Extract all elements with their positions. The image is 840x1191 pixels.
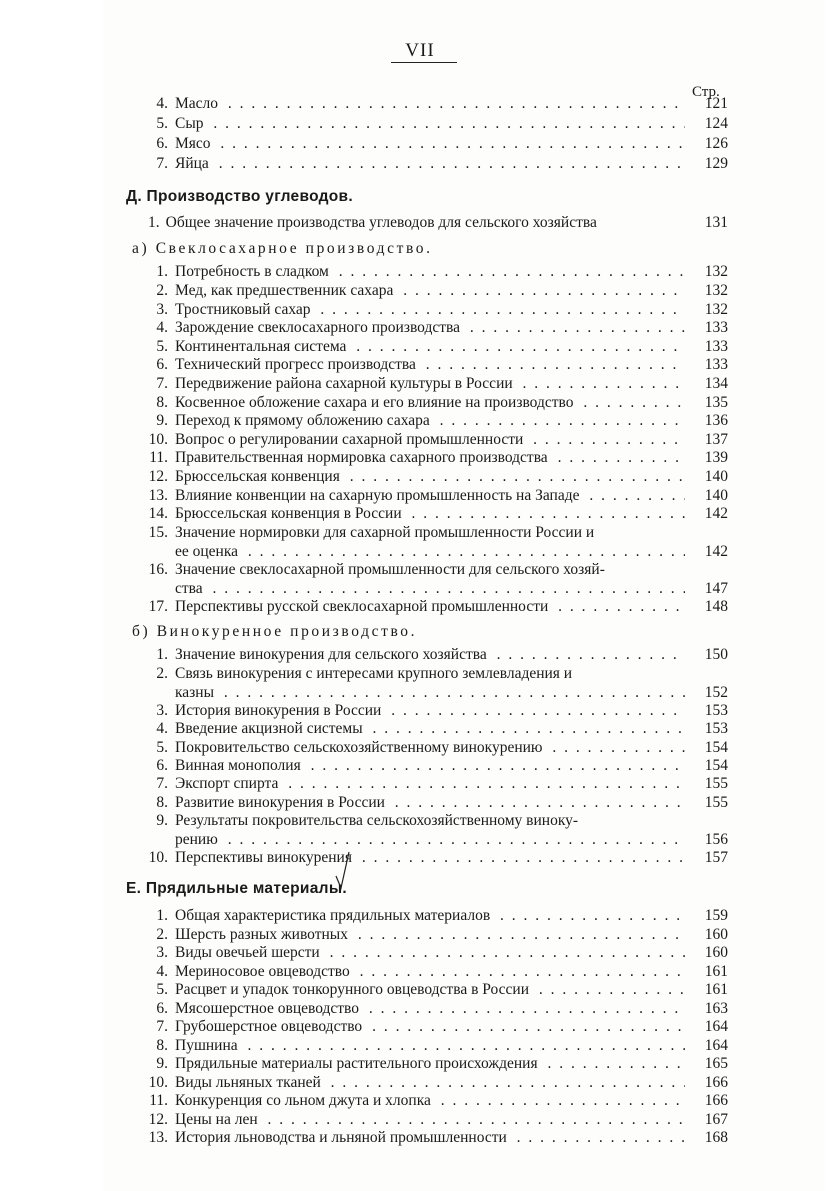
entry-number: 10.	[148, 849, 168, 866]
entry-title-text: Континентальная система	[175, 338, 347, 355]
entry-page: 164	[704, 1037, 728, 1054]
toc-entry	[0, 774, 840, 793]
toc-entry	[0, 645, 840, 664]
subsection-heading-b: б) Винокуренное производство.	[132, 623, 418, 640]
entry-number: 8.	[156, 794, 168, 811]
entry-title	[175, 848, 685, 867]
entry-number: 12.	[148, 468, 168, 485]
entry-page: 163	[704, 1000, 728, 1017]
toc-entry	[0, 154, 840, 173]
entry-title-continuation-text: рению	[175, 831, 218, 848]
entry-number: 11.	[149, 449, 168, 466]
entry-title-text: Прядильные материалы растительного происхождения	[175, 1055, 538, 1072]
toc-entry	[0, 448, 840, 467]
toc-entry	[0, 318, 840, 337]
toc-entry	[0, 467, 840, 486]
entry-title-continuation	[175, 542, 685, 561]
entry-title-text: Яйца	[175, 155, 209, 172]
entry-title-text: Тростниковый сахар	[175, 301, 311, 318]
entry-number: 9.	[156, 812, 168, 829]
entry-title	[175, 906, 685, 925]
entry-title-text: Шерсть разных животных	[175, 926, 348, 943]
entry-page: 160	[704, 926, 728, 943]
entry-number: 10.	[148, 431, 168, 448]
entry-title-text: Пушнина	[175, 1037, 238, 1054]
toc-entry	[0, 393, 840, 412]
entry-number: 5.	[156, 338, 168, 355]
entry-title-text: Значение винокурения для сельского хозяйства	[175, 646, 487, 663]
entry-number: 2.	[156, 926, 168, 943]
toc-entry	[0, 1054, 840, 1073]
entry-title	[175, 597, 685, 616]
entry-title-text: Виды льняных тканей	[175, 1074, 321, 1091]
entry-title-continuation-text: ее оценка	[175, 543, 239, 560]
entry-page: 139	[704, 449, 728, 466]
entry-title-text: Общая характеристика прядильных материалов	[175, 907, 491, 924]
toc-entry	[0, 962, 840, 981]
entry-page: 129	[704, 155, 728, 172]
entry-title-text: Мед, как предшественник сахара	[175, 282, 394, 299]
entry-page: 166	[704, 1074, 728, 1091]
entry-title-text: Грубошерстное овцеводство	[175, 1018, 363, 1035]
entry-title	[175, 355, 685, 374]
page-numeral: VII	[405, 40, 435, 61]
entry-title-text: Передвижение района сахарной культуры в России	[175, 375, 513, 392]
entry-title-text: Косвенное обложение сахара и его влияние на производство	[175, 394, 574, 411]
entry-title-text: Результаты покровительства сельскохозяйственному виноку-	[175, 812, 579, 829]
entry-title	[175, 980, 685, 999]
entry-title-continuation-text: ства	[175, 580, 203, 597]
entry-number: 7.	[156, 775, 168, 792]
entry-number: 7.	[156, 155, 168, 172]
entry-page: 153	[704, 702, 728, 719]
entry-title-text: Масло	[175, 95, 219, 112]
entry-page: 142	[704, 543, 728, 560]
toc-entry	[0, 980, 840, 999]
toc-entry	[0, 281, 840, 300]
entry-page: 121	[704, 95, 728, 112]
entry-page: 124	[704, 115, 728, 132]
entry-number: 12.	[148, 1111, 168, 1128]
entry-title-text: Связь винокурения с интересами крупного землевладения и	[175, 665, 573, 682]
entry-page: 153	[704, 720, 728, 737]
entry-title	[175, 281, 685, 300]
entry-title	[175, 523, 685, 542]
entry-number: 13.	[148, 487, 168, 504]
toc-entry	[0, 719, 840, 738]
entry-title	[175, 1110, 685, 1129]
entry-title	[175, 318, 685, 337]
page-column-label: Стр.	[692, 84, 720, 100]
entry-title-text: Мясо	[175, 135, 211, 152]
toc-entry	[0, 756, 840, 775]
toc-entry	[0, 504, 840, 523]
intro-text: 1.	[148, 214, 160, 231]
intro-title: Общее значение производства углеводов для сельского хозяйства	[165, 214, 597, 231]
entry-number: 5.	[156, 981, 168, 998]
toc-entry	[0, 664, 840, 683]
entry-number: 11.	[149, 1092, 168, 1109]
entry-title	[175, 774, 685, 793]
entry-page: 165	[704, 1055, 728, 1072]
entry-page: 154	[704, 757, 728, 774]
toc-entry	[0, 337, 840, 356]
entry-number: 7.	[156, 1018, 168, 1035]
entry-title-text: Покровительство сельскохозяйственному винокурению	[175, 739, 543, 756]
entry-page: 166	[704, 1092, 728, 1109]
toc-entry	[0, 560, 840, 579]
section-heading-e: Е. Прядильные материалы.	[126, 880, 347, 897]
entry-page: 133	[704, 319, 728, 336]
entry-number: 1.	[156, 907, 168, 924]
entry-title-text: Брюссельская конвенция в России	[175, 505, 402, 522]
entry-title	[175, 664, 685, 683]
entry-number: 3.	[156, 301, 168, 318]
entry-page: 140	[704, 487, 728, 504]
entry-title-text: Виды овечьей шерсти	[175, 944, 320, 961]
entry-title-text: Конкуренция со льном джута и хлопка	[175, 1092, 431, 1109]
entry-page: 168	[704, 1129, 728, 1146]
entry-title	[175, 1054, 685, 1073]
entry-number: 6.	[156, 135, 168, 152]
toc-entry	[0, 1036, 840, 1055]
entry-title	[175, 94, 685, 113]
entry-number: 8.	[156, 1037, 168, 1054]
entry-page: 150	[704, 646, 728, 663]
toc-entry	[0, 811, 840, 830]
entry-title	[175, 486, 685, 505]
entry-page: 155	[704, 794, 728, 811]
entry-title	[175, 811, 685, 830]
toc-entry-continuation	[0, 830, 840, 849]
entry-title	[175, 999, 685, 1018]
toc-entry	[0, 738, 840, 757]
entry-title	[175, 300, 685, 319]
entry-title	[175, 114, 685, 133]
entry-page: 126	[704, 135, 728, 152]
entry-title	[175, 793, 685, 812]
entry-title-text: Цены на лен	[175, 1111, 258, 1128]
entry-number: 4.	[156, 95, 168, 112]
entry-title-text: Перспективы винокурения	[175, 849, 352, 866]
entry-number: 1.	[156, 646, 168, 663]
entry-page: 155	[704, 775, 728, 792]
entry-title-text: История льноводства и льняной промышленности	[175, 1129, 507, 1146]
toc-entry	[0, 1017, 840, 1036]
entry-title	[175, 467, 685, 486]
entry-title	[175, 645, 685, 664]
entry-number: 6.	[156, 356, 168, 373]
entry-number: 9.	[156, 1055, 168, 1072]
entry-page: 160	[704, 944, 728, 961]
toc-entry	[0, 114, 840, 133]
entry-title-text: Винная монополия	[175, 757, 301, 774]
entry-page: 157	[704, 849, 728, 866]
toc-entry	[0, 597, 840, 616]
entry-title	[175, 1091, 685, 1110]
entry-title-text: Перспективы русской свеклосахарной промышленности	[175, 598, 549, 615]
entry-page: 161	[704, 963, 728, 980]
toc-entry	[0, 94, 840, 113]
entry-page: 133	[704, 338, 728, 355]
handwritten-checkmark	[334, 850, 352, 890]
entry-page: 140	[704, 468, 728, 485]
entry-number: 7.	[156, 375, 168, 392]
entry-number: 14.	[148, 505, 168, 522]
entry-number: 3.	[156, 944, 168, 961]
intro-page: 131	[704, 214, 728, 231]
section-d-intro	[148, 214, 728, 232]
entry-title-text: Экспорт спирта	[175, 775, 279, 792]
entry-title-text: Сыр	[175, 115, 204, 132]
entry-number: 3.	[156, 702, 168, 719]
toc-entry	[0, 943, 840, 962]
toc-entry	[0, 1110, 840, 1129]
entry-page: 154	[704, 739, 728, 756]
entry-title	[175, 1036, 685, 1055]
entry-title-text: История винокурения в России	[175, 702, 382, 719]
entry-number: 17.	[148, 598, 168, 615]
toc-entry	[0, 925, 840, 944]
entry-number: 15.	[148, 524, 168, 541]
entry-title-continuation	[175, 830, 685, 849]
toc-entry	[0, 355, 840, 374]
entry-title	[175, 430, 685, 449]
entry-number: 5.	[156, 115, 168, 132]
entry-number: 4.	[156, 319, 168, 336]
entry-title	[175, 393, 685, 412]
entry-title-text: Значение свеклосахарной промышленности для сельского хозяй-	[175, 561, 605, 578]
entry-title	[175, 1073, 685, 1092]
entry-page: 147	[704, 580, 728, 597]
toc-entry	[0, 848, 840, 867]
entry-title-text: Потребность в сладком	[175, 263, 329, 280]
entry-title	[175, 943, 685, 962]
entry-title	[175, 738, 685, 757]
entry-page: 136	[704, 412, 728, 429]
toc-entry	[0, 430, 840, 449]
entry-number: 1.	[156, 263, 168, 280]
entry-title	[175, 701, 685, 720]
entry-number: 10.	[148, 1074, 168, 1091]
entry-number: 16.	[148, 561, 168, 578]
entry-number: 13.	[148, 1129, 168, 1146]
toc-entry-continuation	[0, 579, 840, 598]
entry-number: 2.	[156, 282, 168, 299]
toc-entry-continuation	[0, 542, 840, 561]
entry-page: 132	[704, 282, 728, 299]
entry-title-text: Влияние конвенции на сахарную промышленность на Западе	[175, 487, 580, 504]
entry-title	[175, 337, 685, 356]
entry-number: 9.	[156, 412, 168, 429]
entry-page: 167	[704, 1111, 728, 1128]
entry-number: 6.	[156, 757, 168, 774]
entry-title	[175, 1017, 685, 1036]
section-heading-d: Д. Производство углеводов.	[126, 188, 353, 205]
entry-title	[175, 962, 685, 981]
entry-page: 132	[704, 263, 728, 280]
entry-page: 148	[704, 598, 728, 615]
entry-number: 8.	[156, 394, 168, 411]
entry-title-text: Введение акцизной системы	[175, 720, 363, 737]
entry-title-continuation	[175, 683, 685, 702]
entry-title	[175, 560, 685, 579]
entry-title-text: Мясошерстное овцеводство	[175, 1000, 360, 1017]
toc-entry	[0, 1128, 840, 1147]
entry-number: 2.	[156, 665, 168, 682]
toc-entry	[0, 523, 840, 542]
toc-entry	[0, 486, 840, 505]
entry-title	[175, 504, 685, 523]
entry-title-text: Переход к прямому обложению сахара	[175, 412, 430, 429]
entry-page: 142	[704, 505, 728, 522]
entry-page: 152	[704, 684, 728, 701]
entry-title	[175, 448, 685, 467]
entry-page: 135	[704, 394, 728, 411]
entry-title-text: Развитие винокурения в России	[175, 794, 385, 811]
toc-entry	[0, 134, 840, 153]
toc-entry-continuation	[0, 683, 840, 702]
entry-title	[175, 374, 685, 393]
entry-title-text: Технический прогресс производства	[175, 356, 416, 373]
entry-title	[175, 925, 685, 944]
entry-page: 159	[704, 907, 728, 924]
entry-page: 133	[704, 356, 728, 373]
entry-page: 137	[704, 431, 728, 448]
entry-title	[175, 756, 685, 775]
toc-entry	[0, 793, 840, 812]
toc-entry	[0, 906, 840, 925]
entry-number: 5.	[156, 739, 168, 756]
entry-page: 164	[704, 1018, 728, 1035]
entry-title	[175, 719, 685, 738]
entry-title-text: Правительственная нормировка сахарного производства	[175, 449, 548, 466]
toc-entry	[0, 999, 840, 1018]
entry-number: 4.	[156, 720, 168, 737]
entry-title	[175, 154, 685, 173]
entry-title	[175, 411, 685, 430]
toc-entry	[0, 1073, 840, 1092]
entry-number: 4.	[156, 963, 168, 980]
folio-underline	[391, 62, 457, 63]
entry-title-text: Вопрос о регулировании сахарной промышленности	[175, 431, 524, 448]
toc-entry	[0, 701, 840, 720]
entry-number: 6.	[156, 1000, 168, 1017]
toc-entry	[0, 300, 840, 319]
entry-page: 134	[704, 375, 728, 392]
toc-entry	[0, 411, 840, 430]
entry-title-text: Брюссельская конвенция	[175, 468, 340, 485]
toc-entry	[0, 262, 840, 281]
entry-page: 156	[704, 831, 728, 848]
entry-title-text: Значение нормировки для сахарной промышленности России и	[175, 524, 595, 541]
toc-entry	[0, 1091, 840, 1110]
entry-title-continuation	[175, 579, 685, 598]
toc-entry	[0, 374, 840, 393]
entry-page: 161	[704, 981, 728, 998]
entry-title-text: Расцвет и упадок тонкорунного овцеводства в России	[175, 981, 529, 998]
entry-page: 132	[704, 301, 728, 318]
subsection-heading-a: а) Свеклосахарное производство.	[132, 240, 433, 257]
entry-title	[175, 134, 685, 153]
entry-title-text: Мериносовое овцеводство	[175, 963, 350, 980]
entry-title-continuation-text: казны	[175, 684, 215, 701]
entry-title-text: Зарождение свеклосахарного производства	[175, 319, 460, 336]
entry-title	[175, 1128, 685, 1147]
entry-title	[175, 262, 685, 281]
